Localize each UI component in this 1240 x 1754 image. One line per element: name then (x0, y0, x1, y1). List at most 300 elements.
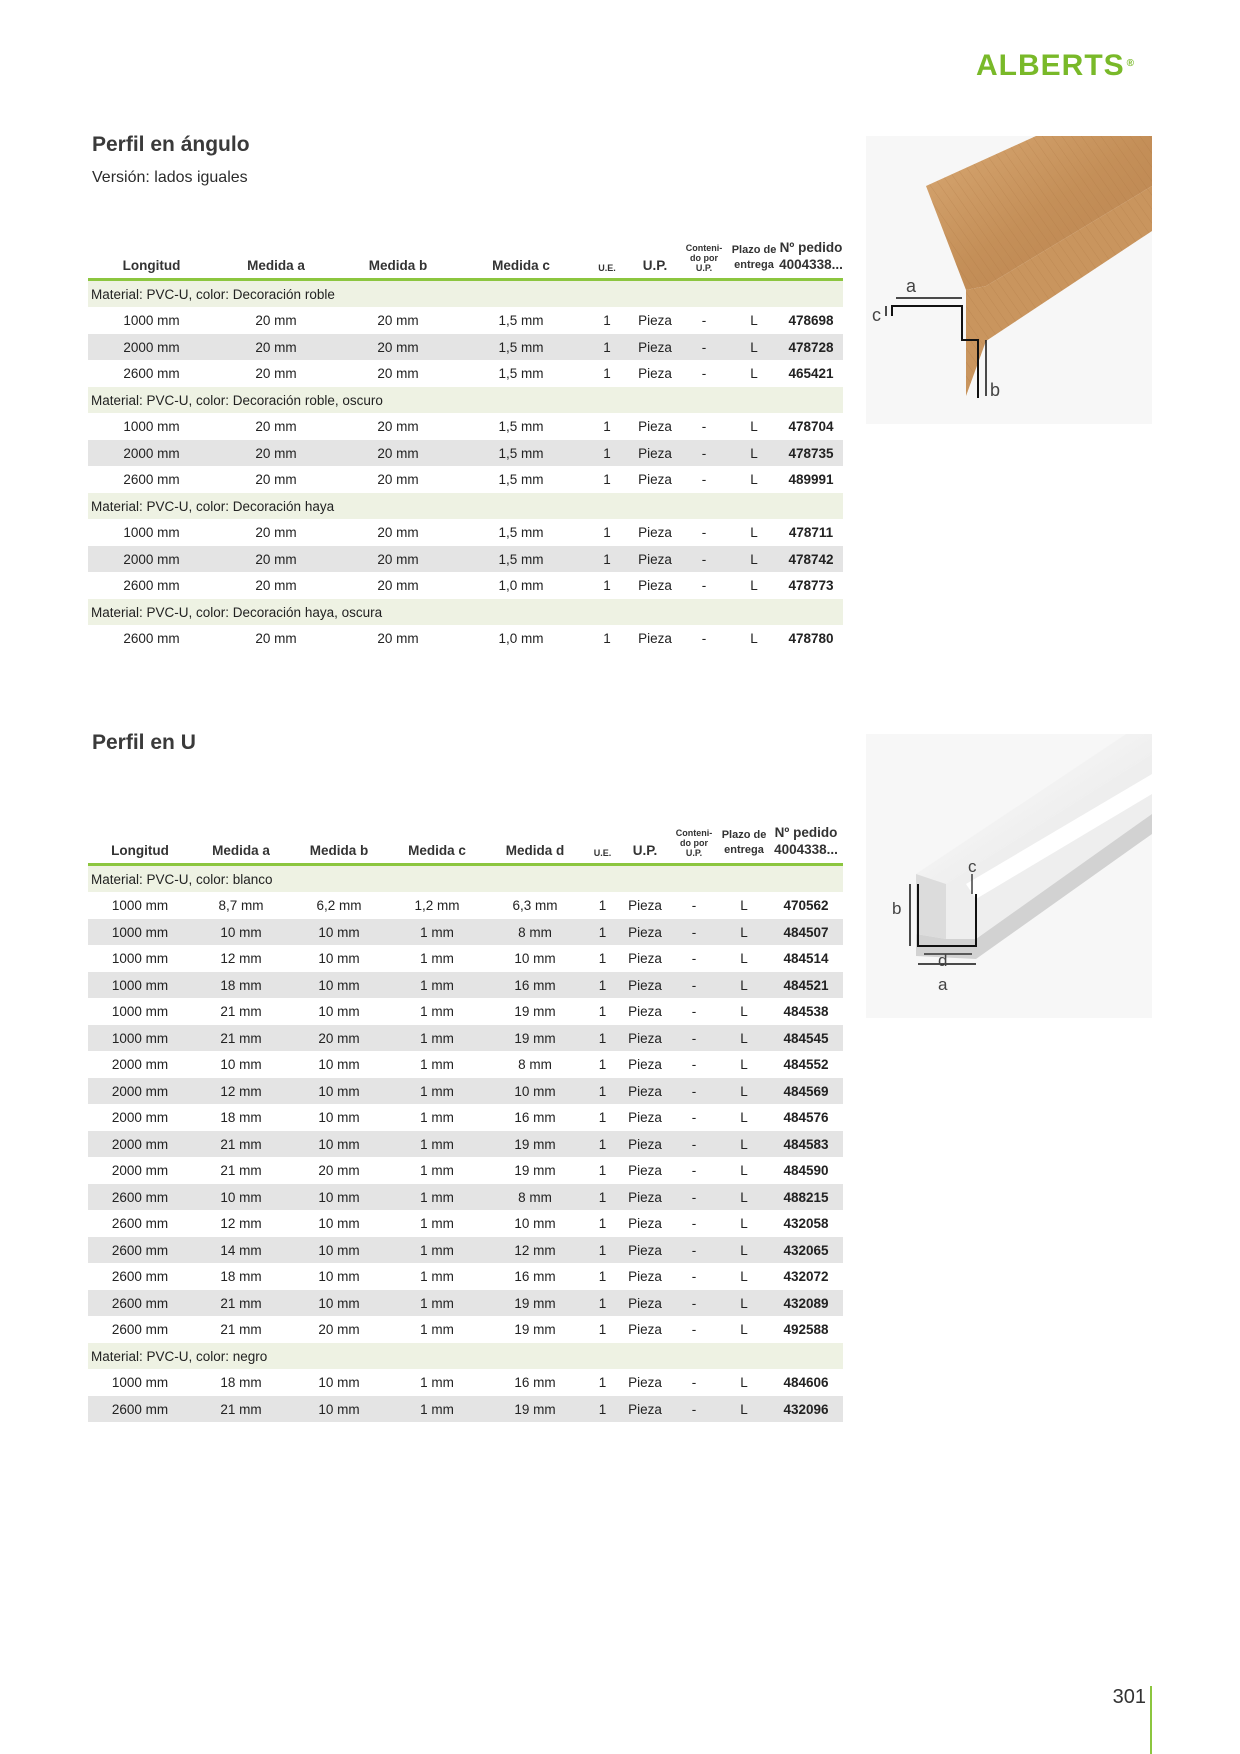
table-cell: 1 mm (420, 1004, 454, 1019)
table-cell: 1 (598, 1216, 607, 1231)
table-cell: - (691, 1322, 697, 1337)
table-cell: 1 mm (420, 1057, 454, 1072)
table-cell: Pieza (638, 366, 672, 381)
table-cell: Pieza (628, 1110, 662, 1125)
table-cell: L (729, 334, 779, 361)
table-cell: 6,3 mm (512, 898, 558, 913)
table-cell: L (719, 1025, 769, 1052)
table-cell: 16 mm (514, 1110, 556, 1125)
table-cell: 484583 (769, 1131, 843, 1158)
table-cell: 1 mm (388, 1396, 486, 1423)
table-cell: 19 mm (486, 1396, 584, 1423)
angle-label-b: b (990, 380, 1001, 400)
u-profile-illustration (866, 734, 1152, 1018)
table-cell: 10 mm (514, 951, 556, 966)
table-cell: 1000 mm (123, 313, 180, 328)
table-cell: - (669, 919, 719, 946)
table-cell: 1 (584, 972, 621, 999)
table-cell: Pieza (628, 1004, 662, 1019)
table-cell: - (691, 1269, 697, 1284)
table-cell: 1 (584, 1078, 621, 1105)
table-cell: 1 (598, 1322, 607, 1337)
table-cell: 19 mm (514, 1004, 556, 1019)
table-cell: 10 mm (290, 1131, 388, 1158)
column-header: Conteni- do por U.P. (669, 825, 719, 864)
table-cell: 2600 mm (88, 1184, 192, 1211)
table-cell: 2000 mm (111, 1110, 169, 1125)
material-row: Material: PVC-U, color: negro (88, 1343, 843, 1370)
angle-profile-table (88, 240, 843, 652)
table-cell: 21 mm (192, 1396, 290, 1423)
column-header: Plazo de entrega (729, 240, 779, 279)
table-cell: 1 (584, 1396, 621, 1423)
column-header: Conteni- do por U.P. (679, 240, 729, 279)
table-cell: 1,5 mm (498, 313, 544, 328)
table-row (88, 972, 843, 999)
table-cell: 14 mm (192, 1237, 290, 1264)
table-cell: 10 mm (290, 1237, 388, 1264)
material-row: Material: PVC-U, color: Decoración haya (88, 493, 843, 520)
table-cell: - (701, 366, 707, 381)
table-cell: 10 mm (290, 1396, 388, 1423)
table-cell: L (740, 1057, 748, 1072)
table-cell: 484507 (769, 919, 843, 946)
table-cell: L (750, 366, 758, 381)
column-header: Longitud (88, 825, 192, 864)
u-profile-image (866, 734, 1152, 1018)
table-cell: - (669, 1184, 719, 1211)
table-cell: 1 (584, 1025, 621, 1052)
table-cell: 10 mm (486, 1078, 584, 1105)
table-cell: 465421 (788, 366, 834, 381)
table-row (88, 1237, 843, 1264)
table-row (88, 1025, 843, 1052)
table-cell: 1,5 mm (498, 472, 544, 487)
table-cell: - (691, 1110, 697, 1125)
table-cell: 19 mm (486, 1131, 584, 1158)
table-cell: 16 mm (486, 972, 584, 999)
table-cell: Pieza (621, 919, 669, 946)
table-cell: 21 mm (192, 1131, 290, 1158)
table-cell: 2600 mm (123, 472, 180, 487)
u-label-a: a (938, 975, 948, 994)
material-row: Material: PVC-U, color: Decoración haya, oscura (88, 599, 843, 626)
angle-profile-image (866, 136, 1152, 424)
table-cell: 1,5 mm (459, 440, 583, 467)
table-cell: 1 (598, 1163, 607, 1178)
table-cell: Pieza (621, 1131, 669, 1158)
table-cell: 484576 (783, 1110, 829, 1125)
table-cell: L (729, 440, 779, 467)
table-cell: 1 mm (388, 919, 486, 946)
table-cell: - (669, 1078, 719, 1105)
table-cell: 1000 mm (123, 419, 180, 434)
table-cell: 478728 (779, 334, 843, 361)
table-cell: 484538 (783, 1004, 829, 1019)
table-cell: 10 mm (514, 1216, 556, 1231)
column-header: Medida d (486, 825, 584, 864)
u-profile-table (88, 825, 843, 1422)
column-header: Nº pedido 4004338... (779, 240, 843, 279)
table-row (88, 466, 843, 493)
table-cell: 8 mm (486, 1184, 584, 1211)
table-row (88, 1316, 843, 1343)
table-cell: 10 mm (290, 1290, 388, 1317)
table-cell: 1 (598, 1057, 607, 1072)
table-cell: 492588 (783, 1322, 829, 1337)
table-cell: L (750, 578, 758, 593)
table-cell: 20 mm (255, 525, 297, 540)
table-cell: 1 mm (420, 1375, 454, 1390)
table-cell: L (740, 898, 748, 913)
table-cell: Pieza (638, 313, 672, 328)
table-cell: L (719, 1396, 769, 1423)
table-cell: 20 mm (318, 1322, 360, 1337)
section-title-u: Perfil en U (92, 731, 196, 754)
table-cell: - (701, 313, 707, 328)
table-cell: 2600 mm (123, 366, 180, 381)
table-row (88, 919, 843, 946)
table-cell: 1 (603, 472, 611, 487)
table-cell: Pieza (638, 578, 672, 593)
u-label-c: c (968, 857, 977, 876)
table-cell: 1 mm (420, 1163, 454, 1178)
table-row (88, 1290, 843, 1317)
table-cell: 12 mm (220, 1216, 262, 1231)
table-cell: 10 mm (318, 1110, 360, 1125)
table-cell: Pieza (628, 1269, 662, 1284)
angle-label-a: a (906, 276, 917, 296)
table-cell: - (701, 419, 707, 434)
table-cell: 1,5 mm (498, 525, 544, 540)
table-cell: L (740, 1322, 748, 1337)
table-row (88, 892, 843, 919)
table-cell: Pieza (638, 631, 672, 646)
table-cell: 10 mm (290, 919, 388, 946)
table-cell: 2600 mm (88, 1237, 192, 1264)
table-cell: - (679, 334, 729, 361)
table-cell: L (719, 1131, 769, 1158)
table-cell: Pieza (621, 1184, 669, 1211)
table-cell: Pieza (631, 440, 679, 467)
table-cell: 1 (584, 1237, 621, 1264)
table-cell: 19 mm (486, 1025, 584, 1052)
column-header: Longitud (88, 240, 215, 279)
table-cell: 8 mm (518, 1057, 552, 1072)
table-cell: 2600 mm (111, 1322, 169, 1337)
table-cell: 484569 (769, 1078, 843, 1105)
table-cell: 484590 (783, 1163, 829, 1178)
table-cell: 1,2 mm (414, 898, 460, 913)
table-cell: 1 (603, 578, 611, 593)
table-cell: 21 mm (220, 1322, 262, 1337)
table-cell: 1 mm (388, 1290, 486, 1317)
table-cell: 2000 mm (88, 440, 215, 467)
table-cell: 1000 mm (111, 1004, 169, 1019)
table-cell: Pieza (628, 1057, 662, 1072)
table-cell: L (750, 525, 758, 540)
table-cell: 20 mm (337, 440, 459, 467)
column-header: U.E. (583, 240, 631, 279)
table-cell: - (691, 1057, 697, 1072)
table-cell: L (750, 631, 758, 646)
table-row (88, 1184, 843, 1211)
table-cell: 12 mm (486, 1237, 584, 1264)
table-cell: 1,5 mm (498, 366, 544, 381)
table-cell: 478742 (779, 546, 843, 573)
u-label-b: b (892, 899, 902, 918)
table-cell: - (701, 578, 707, 593)
table-cell: 1 (598, 1269, 607, 1284)
table-row (88, 625, 843, 652)
table-cell: 10 mm (290, 1078, 388, 1105)
table-cell: - (669, 1396, 719, 1423)
table-cell: Pieza (628, 1216, 662, 1231)
section-subtitle-angle: Versión: lados iguales (92, 169, 248, 186)
table-cell: 1 (584, 1131, 621, 1158)
table-cell: - (701, 472, 707, 487)
table-cell: Pieza (628, 1163, 662, 1178)
table-cell: L (750, 313, 758, 328)
table-row (88, 519, 843, 546)
column-header: Nº pedido 4004338... (769, 825, 843, 864)
table-cell: 2600 mm (123, 578, 180, 593)
table-cell: 478735 (779, 440, 843, 467)
material-row: Material: PVC-U, color: blanco (88, 864, 843, 892)
table-cell: 21 mm (220, 1163, 262, 1178)
table-cell: 21 mm (192, 1025, 290, 1052)
table-cell: 10 mm (192, 1184, 290, 1211)
table-cell: - (691, 898, 697, 913)
column-header: U.P. (621, 825, 669, 864)
table-cell: 2000 mm (111, 1057, 169, 1072)
table-cell: L (740, 1269, 748, 1284)
table-cell: - (669, 1025, 719, 1052)
table-cell: Pieza (638, 419, 672, 434)
table-cell: Pieza (638, 525, 672, 540)
table-cell: - (691, 951, 697, 966)
table-row (88, 1396, 843, 1423)
table-cell: 2600 mm (88, 1290, 192, 1317)
table-cell: - (669, 972, 719, 999)
table-cell: 2000 mm (88, 546, 215, 573)
table-cell: 432058 (783, 1216, 829, 1231)
column-header: U.E. (584, 825, 621, 864)
table-row (88, 440, 843, 467)
table-cell: 1 (598, 1110, 607, 1125)
table-cell: 20 mm (318, 1163, 360, 1178)
table-cell: 20 mm (377, 525, 419, 540)
table-cell: 1 mm (388, 1025, 486, 1052)
table-cell: 1 mm (388, 1237, 486, 1264)
table-cell: L (719, 972, 769, 999)
table-cell: 1 (603, 313, 611, 328)
table-row (88, 1157, 843, 1184)
table-cell: 2600 mm (123, 631, 180, 646)
table-row (88, 334, 843, 361)
table-cell: 20 mm (377, 472, 419, 487)
table-row (88, 1104, 843, 1131)
table-cell: 6,2 mm (316, 898, 362, 913)
column-header: Medida a (192, 825, 290, 864)
table-cell: 10 mm (220, 1057, 262, 1072)
table-cell: 10 mm (318, 951, 360, 966)
table-cell: 1,0 mm (498, 631, 544, 646)
table-cell: - (691, 1004, 697, 1019)
column-header: U.P. (631, 240, 679, 279)
table-cell: 20 mm (255, 313, 297, 328)
table-cell: 20 mm (337, 546, 459, 573)
table-cell: L (719, 1237, 769, 1264)
table-cell: 20 mm (255, 578, 297, 593)
table-cell: 478711 (788, 525, 834, 540)
column-header: Medida b (290, 825, 388, 864)
brand-logo: ALBERTS ® (976, 49, 1136, 82)
table-cell: 1 mm (388, 1078, 486, 1105)
table-cell: 1,5 mm (459, 334, 583, 361)
angle-label-c: c (872, 305, 881, 325)
table-cell: 10 mm (290, 1184, 388, 1211)
table-cell: 1000 mm (88, 972, 192, 999)
table-cell: 1 mm (420, 951, 454, 966)
table-cell: - (701, 631, 707, 646)
table-cell: 1 (583, 440, 631, 467)
table-cell: Pieza (631, 334, 679, 361)
u-label-d: d (938, 951, 948, 970)
table-cell: 1 (583, 546, 631, 573)
table-cell: 1,0 mm (498, 578, 544, 593)
table-row (88, 307, 843, 334)
table-cell: 1 (584, 1290, 621, 1317)
table-cell: Pieza (621, 1078, 669, 1105)
table-cell: 2600 mm (111, 1269, 169, 1284)
table-cell: 20 mm (377, 313, 419, 328)
table-cell: - (679, 546, 729, 573)
table-cell: 1000 mm (88, 919, 192, 946)
table-cell: 478704 (788, 419, 834, 434)
table-cell: 1 mm (420, 1322, 454, 1337)
page-number: 301 (1112, 1686, 1146, 1708)
table-cell: Pieza (621, 1025, 669, 1052)
table-cell: 10 mm (318, 1216, 360, 1231)
table-cell: Pieza (621, 1290, 669, 1317)
table-cell: 1 (603, 525, 611, 540)
table-cell: L (740, 1216, 748, 1231)
table-cell: 21 mm (220, 1004, 262, 1019)
angle-profile-illustration (866, 136, 1152, 424)
table-cell: 1000 mm (88, 1025, 192, 1052)
page-number-rule (1150, 1686, 1152, 1754)
table-row (88, 572, 843, 599)
table-cell: 18 mm (192, 972, 290, 999)
table-cell: 484606 (783, 1375, 829, 1390)
table-cell: - (679, 440, 729, 467)
table-cell: 1 (584, 919, 621, 946)
table-cell: - (669, 1237, 719, 1264)
table-cell: 12 mm (192, 1078, 290, 1105)
table-cell: - (691, 1163, 697, 1178)
section-title-angle: Perfil en ángulo (92, 133, 250, 156)
table-cell: 1 (598, 898, 607, 913)
table-cell: 1000 mm (111, 951, 169, 966)
table-cell: 432089 (769, 1290, 843, 1317)
table-cell: 1 (583, 334, 631, 361)
table-cell: 1 (603, 419, 611, 434)
table-cell: Pieza (621, 1396, 669, 1423)
table-cell: 1 mm (388, 1131, 486, 1158)
table-cell: 484552 (783, 1057, 829, 1072)
table-cell: 20 mm (215, 546, 337, 573)
table-cell: 20 mm (255, 472, 297, 487)
table-cell: 20 mm (255, 419, 297, 434)
table-cell: Pieza (628, 898, 662, 913)
table-cell: 470562 (783, 898, 829, 913)
table-cell: 1 (584, 1184, 621, 1211)
table-cell: 20 mm (337, 334, 459, 361)
table-cell: 1 (603, 366, 611, 381)
table-cell: L (719, 919, 769, 946)
table-cell: 19 mm (486, 1290, 584, 1317)
table-cell: 1 mm (420, 1110, 454, 1125)
table-cell: 1000 mm (111, 1375, 169, 1390)
table-cell: 20 mm (255, 366, 297, 381)
table-cell: 16 mm (514, 1375, 556, 1390)
table-cell: 2000 mm (88, 334, 215, 361)
table-cell: 484521 (769, 972, 843, 999)
table-cell: 20 mm (377, 419, 419, 434)
table-cell: 2000 mm (88, 1078, 192, 1105)
table-cell: 10 mm (192, 919, 290, 946)
table-cell: 2600 mm (111, 1216, 169, 1231)
column-header: Medida c (388, 825, 486, 864)
table-cell: 20 mm (377, 578, 419, 593)
table-cell: 8,7 mm (218, 898, 264, 913)
table-cell: Pieza (628, 951, 662, 966)
table-cell: 20 mm (215, 440, 337, 467)
table-row (88, 546, 843, 573)
table-cell: L (740, 1110, 748, 1125)
table-cell: L (719, 1290, 769, 1317)
table-cell: 20 mm (290, 1025, 388, 1052)
table-cell: - (669, 1131, 719, 1158)
table-cell: 19 mm (514, 1322, 556, 1337)
table-row (88, 1131, 843, 1158)
table-cell: 432072 (783, 1269, 829, 1284)
table-cell: 10 mm (318, 1269, 360, 1284)
table-cell: 10 mm (318, 1004, 360, 1019)
table-cell: 1 (598, 951, 607, 966)
table-cell: 488215 (769, 1184, 843, 1211)
table-cell: L (740, 1163, 748, 1178)
table-cell: 20 mm (215, 334, 337, 361)
table-cell: 1000 mm (123, 525, 180, 540)
material-row: Material: PVC-U, color: Decoración roble (88, 279, 843, 307)
table-cell: 2000 mm (88, 1131, 192, 1158)
table-cell: L (729, 546, 779, 573)
table-cell: - (669, 1290, 719, 1317)
material-row: Material: PVC-U, color: Decoración roble, oscuro (88, 387, 843, 414)
table-cell: 10 mm (290, 972, 388, 999)
table-cell: 1 (598, 1004, 607, 1019)
table-cell: Pieza (628, 1322, 662, 1337)
table-cell: Pieza (638, 472, 672, 487)
table-cell: L (719, 1184, 769, 1211)
table-row (88, 998, 843, 1025)
table-cell: - (701, 525, 707, 540)
table-cell: - (691, 1375, 697, 1390)
table-cell: 478698 (788, 313, 834, 328)
table-cell: 10 mm (318, 1375, 360, 1390)
